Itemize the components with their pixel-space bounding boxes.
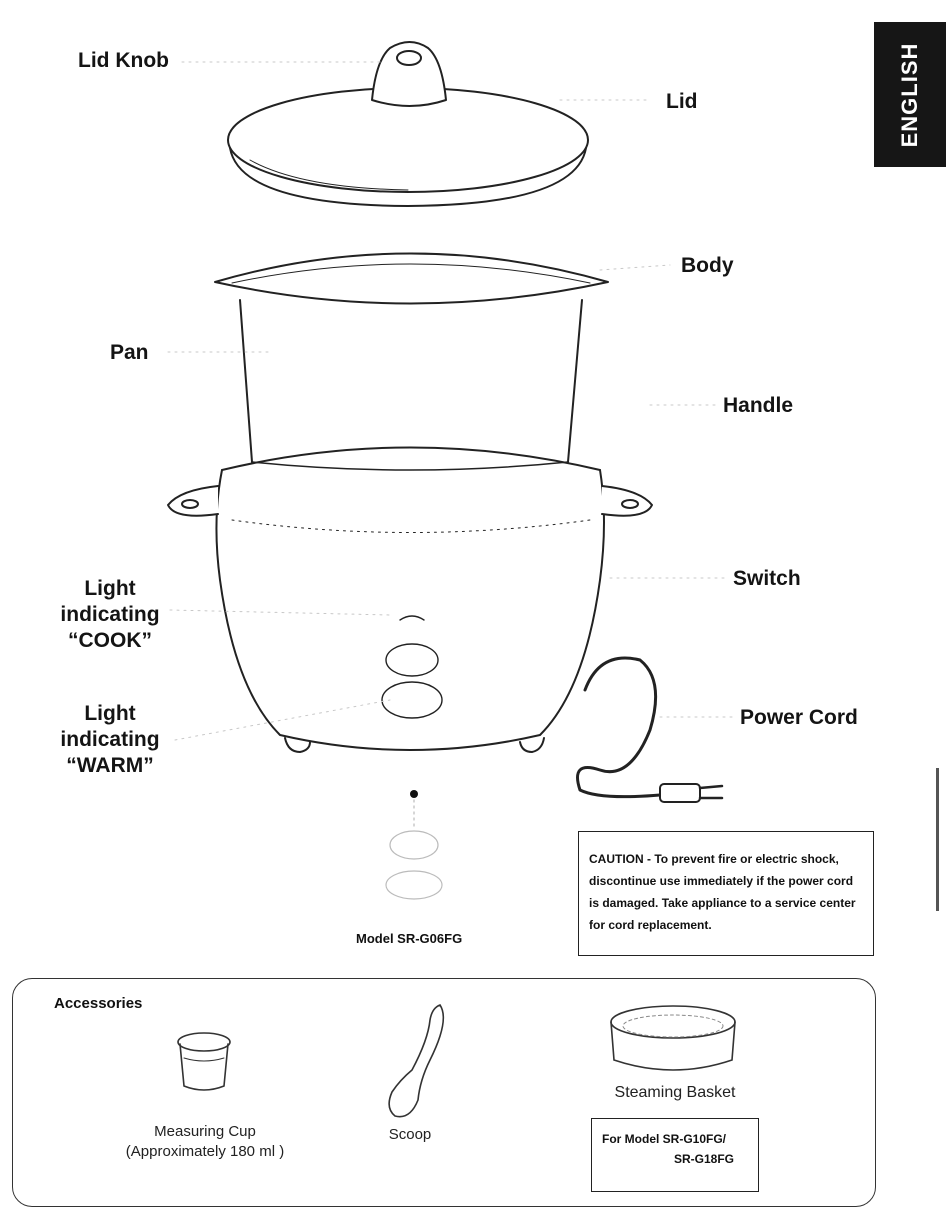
body-drawing	[216, 448, 604, 751]
label-switch: Switch	[733, 567, 801, 590]
label-lid: Lid	[666, 90, 698, 113]
lid-knob-drawing	[372, 42, 446, 106]
basket-model-note: For Model SR-G10FG/ SR-G18FG	[591, 1118, 759, 1192]
caution-line: discontinue use immediately if the power cord	[589, 874, 854, 888]
caution-line: is damaged. Take appliance to a service center	[589, 896, 856, 910]
label-body: Body	[681, 254, 734, 277]
caution-line: for cord replacement.	[589, 918, 712, 932]
power-cord-drawing	[578, 658, 723, 802]
switch-panel-drawing	[382, 616, 442, 718]
accessories-title: Accessories	[54, 995, 143, 1012]
label-light-cook: Light indicating “COOK”	[60, 577, 160, 652]
label-power-cord: Power Cord	[740, 706, 858, 729]
steaming-basket-label: Steaming Basket	[614, 1084, 736, 1101]
caution-box	[578, 831, 874, 956]
handle-drawing	[168, 486, 652, 516]
label-light-warm: Light indicating “WARM”	[60, 702, 160, 777]
pan-drawing	[215, 254, 608, 471]
caution-line: CAUTION - To prevent fire or electric shock,	[589, 852, 839, 866]
label-handle: Handle	[723, 394, 794, 417]
label-lid-knob: Lid Knob	[78, 49, 169, 72]
label-pan: Pan	[110, 341, 149, 364]
measuring-cup-label: Measuring Cup (Approximately 180 ml )	[125, 1123, 285, 1160]
model-number: Model SR-G06FG	[356, 931, 463, 946]
switch-detail-drawing	[386, 800, 442, 899]
language-tab-label: ENGLISH	[897, 42, 922, 147]
scoop-label: Scoop	[388, 1126, 432, 1143]
